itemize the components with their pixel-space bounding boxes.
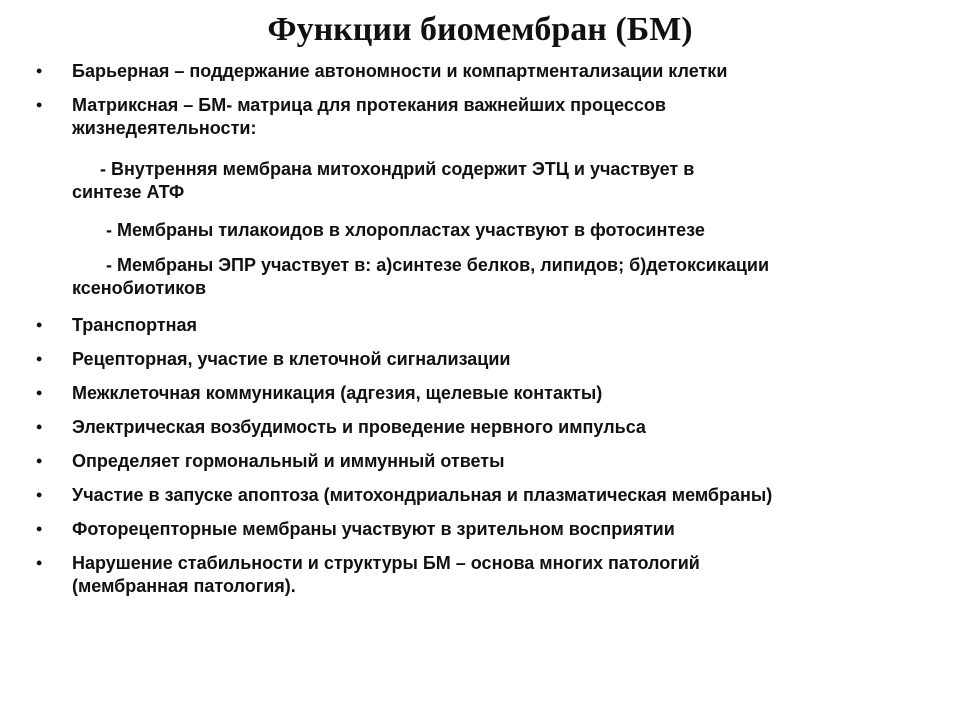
slide-title: Функции биомембран (БМ): [267, 11, 693, 48]
list-item-text: Транспортная: [72, 315, 198, 335]
bullet-icon: •: [36, 315, 43, 335]
list-item-text: Барьерная – поддержание автономности и компартментализации клетки: [72, 61, 728, 81]
list-item-text: Электрическая возбудимость и проведение нервного импульса: [72, 417, 646, 437]
list-item-text: Межклеточная коммуникация (адгезия, щелевые контакты): [72, 383, 603, 403]
list-item-text: Матриксная – БМ- матрица для протекания важнейших процессов жизнедеятельности:: [72, 95, 666, 138]
sub-list-item-text: - Мембраны тилакоидов в хлоропластах участвуют в фотосинтезе: [106, 220, 705, 240]
sub-list-item-text: - Мембраны ЭПР участвует в: а)синтезе белков, липидов; б)детоксикации ксенобиотиков: [72, 255, 770, 298]
list-item-text: Фоторецепторные мембраны участвуют в зрительном восприятии: [72, 519, 675, 539]
bullet-icon: •: [36, 61, 43, 81]
sub-list-item-text: - Внутренняя мембрана митохондрий содержит ЭТЦ и участвует в синтезе АТФ: [72, 159, 695, 202]
bullet-icon: •: [36, 417, 43, 437]
bullet-icon: •: [36, 553, 43, 573]
list-item-text: Рецепторная, участие в клеточной сигнализации: [72, 349, 511, 369]
bullet-icon: •: [36, 95, 43, 115]
bullet-icon: •: [36, 451, 43, 471]
bullet-icon: •: [36, 519, 43, 539]
bullet-icon: •: [36, 349, 43, 369]
bullet-icon: •: [36, 383, 43, 403]
bullet-icon: •: [36, 485, 43, 505]
list-item-text: Участие в запуске апоптоза (митохондриальная и плазматическая мембраны): [72, 485, 773, 505]
list-item-text: Определяет гормональный и иммунный ответы: [72, 451, 505, 471]
list-item-text: Нарушение стабильности и структуры БМ – основа многих патологий (мембранная патология).: [72, 553, 700, 596]
